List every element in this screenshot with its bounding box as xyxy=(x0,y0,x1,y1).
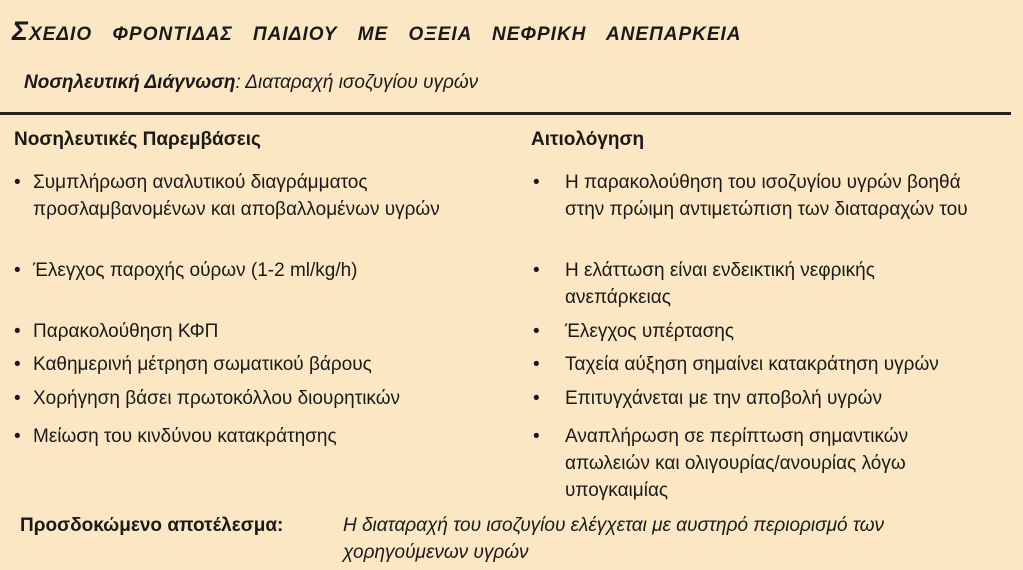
bullet-icon: • xyxy=(533,426,540,447)
bullet-icon: • xyxy=(14,354,21,375)
rationale-item: • Αναπλήρωση σε περίπτωση σημαντικών απωλειών και ολιγουρίας/ανουρίας λόγω υπογκαιμίας xyxy=(565,423,985,504)
outcome-label: Προσδοκώμενο αποτέλεσμα: xyxy=(20,515,284,536)
outcome-text-line1: Η διαταραχή του ισοζυγίου ελέγχεται με αυστηρό περιορισμό των xyxy=(343,515,884,536)
diagnosis-separator: : xyxy=(235,72,241,93)
rationale-item: • Η παρακολούθηση του ισοζυγίου υγρών βοηθά στην πρώιμη αντιμετώπιση των διαταραχών του xyxy=(565,169,985,223)
rationale-header: Αιτιολόγηση xyxy=(531,129,645,150)
bullet-icon: • xyxy=(533,172,540,193)
bullet-icon: • xyxy=(533,388,540,409)
diagnosis-label: Νοσηλευτική Διάγνωση xyxy=(24,72,236,93)
bullet-icon: • xyxy=(533,354,540,375)
bullet-icon: • xyxy=(14,260,21,281)
divider-line xyxy=(0,112,1011,115)
nursing-diagnosis xyxy=(24,72,478,94)
intervention-item: • Καθημερινή μέτρηση σωματικού βάρους xyxy=(33,351,483,378)
title-text: ΧΕΔΙΟ ΦΡΟΝΤΙΔΑΣ ΠΑΙΔΙΟΥ ΜΕ ΟΞΕΙΑ ΝΕΦΡΙΚΗ ΑΝΕΠΑΡΚΕΙΑ xyxy=(28,24,742,45)
intervention-item: • Χορήγηση βάσει πρωτοκόλλου διουρητικών xyxy=(33,385,483,412)
intervention-item: • Παρακολούθηση ΚΦΠ xyxy=(33,318,483,345)
expected-outcome xyxy=(20,512,884,563)
rationale-item: • Ταχεία αύξηση σημαίνει κατακράτηση υγρών xyxy=(565,351,985,378)
title-initial: Σ xyxy=(12,16,29,46)
bullet-icon: • xyxy=(14,172,21,193)
outcome-text-line2: χορηγούμενων υγρών xyxy=(343,542,529,563)
rationale-item: • Έλεγχος υπέρτασης xyxy=(565,318,985,345)
diagnosis-text: Διαταραχή ισοζυγίου υγρών xyxy=(245,72,479,93)
intervention-item: • Συμπλήρωση αναλυτικού διαγράμματος προσλαμβανομένων και αποβαλλομένων υγρών xyxy=(33,169,483,223)
intervention-item: • Έλεγχος παροχής ούρων (1-2 ml/kg/h) xyxy=(33,257,483,284)
bullet-icon: • xyxy=(14,321,21,342)
rationale-item: • Η ελάττωση είναι ενδεικτική νεφρικής ανεπάρκειας xyxy=(565,257,985,311)
rationale-item: • Επιτυγχάνεται με την αποβολή υγρών xyxy=(565,385,985,412)
bullet-icon: • xyxy=(14,388,21,409)
bullet-icon: • xyxy=(533,260,540,281)
intervention-item: • Μείωση του κινδύνου κατακράτησης xyxy=(33,423,483,450)
interventions-header: Νοσηλευτικές Παρεμβάσεις xyxy=(14,129,261,150)
bullet-icon: • xyxy=(533,321,540,342)
page-title xyxy=(12,16,742,47)
bullet-icon: • xyxy=(14,426,21,447)
